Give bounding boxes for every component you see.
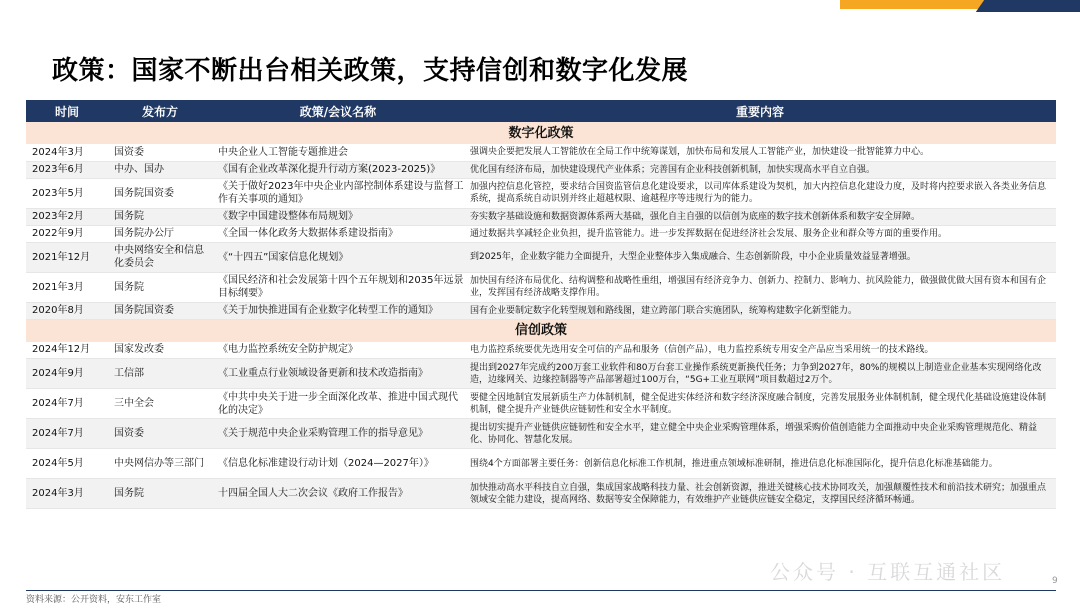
header-policy-name: 政策/会议名称 bbox=[212, 100, 464, 122]
table-row bbox=[26, 479, 1056, 509]
table-row bbox=[26, 208, 1056, 225]
cell-policy-name: 《国有企业改革深化提升行动方案(2023-2025)》 bbox=[212, 161, 464, 178]
cell-policy-name: 《电力监控系统安全防护规定》 bbox=[212, 342, 464, 359]
cell-time: 2024年9月 bbox=[26, 359, 108, 389]
cell-policy-name: 《关于做好2023年中央企业内部控制体系建设与监督工作有关事项的通知》 bbox=[212, 178, 464, 208]
table-row bbox=[26, 342, 1056, 359]
table-row bbox=[26, 161, 1056, 178]
cell-issuer: 中央网信办等三部门 bbox=[108, 449, 212, 479]
table-row bbox=[26, 449, 1056, 479]
cell-content: 夯实数字基础设施和数据资源体系两大基础，强化自主自强的以信创为底座的数字技术创新体系和数字安全屏障。 bbox=[464, 208, 1056, 225]
section-row bbox=[26, 319, 1056, 342]
cell-time: 2024年7月 bbox=[26, 389, 108, 419]
cell-policy-name: 《关于规范中央企业采购管理工作的指导意见》 bbox=[212, 419, 464, 449]
cell-policy-name: 《工业重点行业领域设备更新和技术改造指南》 bbox=[212, 359, 464, 389]
cell-issuer: 国务院国资委 bbox=[108, 302, 212, 319]
cell-time: 2024年3月 bbox=[26, 144, 108, 161]
cell-issuer: 国务院国资委 bbox=[108, 178, 212, 208]
cell-time: 2021年3月 bbox=[26, 272, 108, 302]
cell-policy-name: 《国民经济和社会发展第十四个五年规划和2035年远景目标纲要》 bbox=[212, 272, 464, 302]
cell-time: 2024年7月 bbox=[26, 419, 108, 449]
cell-time: 2024年12月 bbox=[26, 342, 108, 359]
cell-content: 围绕4个方面部署主要任务：创新信息化标准工作机制，推进重点领域标准研制，推进信息化标准国际化，提升信息化标准基础能力。 bbox=[464, 449, 1056, 479]
cell-time: 2023年6月 bbox=[26, 161, 108, 178]
table-row bbox=[26, 389, 1056, 419]
cell-issuer: 国务院办公厅 bbox=[108, 225, 212, 242]
section-label: 数字化政策 bbox=[26, 122, 1056, 144]
cell-policy-name: 《“十四五”国家信息化规划》 bbox=[212, 242, 464, 272]
cell-content: 国有企业要制定数字化转型规划和路线图，建立跨部门联合实施团队，统筹构建数字化新型能力。 bbox=[464, 302, 1056, 319]
table-header-row bbox=[26, 100, 1056, 122]
cell-content: 加快推动高水平科技自立自强，集成国家战略科技力量、社会创新资源，推进关键核心技术协同攻关，加强颠覆性技术和前沿技术研究；加强重点领域安全能力建设，提高网络、数据等安全保障能力，有效维护产业链供应链安全稳定，支撑国民经济循环畅通。 bbox=[464, 479, 1056, 509]
table-row bbox=[26, 272, 1056, 302]
table-row bbox=[26, 242, 1056, 272]
source-note: 资料来源：公开资料，安东工作室 bbox=[26, 595, 162, 605]
cell-time: 2022年9月 bbox=[26, 225, 108, 242]
cell-content: 要健全因地制宜发展新质生产力体制机制，健全促进实体经济和数字经济深度融合制度，完善发展服务业体制机制，健全现代化基础设施建设体制机制，健全提升产业链供应链韧性和安全水平制度。 bbox=[464, 389, 1056, 419]
table-row bbox=[26, 225, 1056, 242]
watermark: 公众号 · 互联互通社区 bbox=[770, 560, 1006, 584]
cell-content: 加强内控信息化管控，要求结合国资监管信息化建设要求，以司库体系建设为契机，加大内控信息化建设力度，及时将内控要求嵌入各类业务信息系统，提高系统自动识别并终止超越权限、逾越程序等违规行为的能力。 bbox=[464, 178, 1056, 208]
cell-policy-name: 中央企业人工智能专题推进会 bbox=[212, 144, 464, 161]
table-row bbox=[26, 359, 1056, 389]
cell-time: 2024年3月 bbox=[26, 479, 108, 509]
cell-issuer: 国务院 bbox=[108, 479, 212, 509]
cell-time: 2023年2月 bbox=[26, 208, 108, 225]
cell-time: 2024年5月 bbox=[26, 449, 108, 479]
cell-content: 到2025年，企业数字能力全面提升，大型企业整体步入集成融合、生态创新阶段，中小企业质量效益显著增强。 bbox=[464, 242, 1056, 272]
cell-issuer: 国资委 bbox=[108, 144, 212, 161]
cell-policy-name: 十四届全国人大二次会议《政府工作报告》 bbox=[212, 479, 464, 509]
table-row bbox=[26, 419, 1056, 449]
policy-table bbox=[26, 100, 1056, 509]
cell-content: 提出切实提升产业链供应链韧性和安全水平，建立健全中央企业采购管理体系，增强采购价值创造能力全面推动中央企业采购管理规范化、精益化、协同化、智慧化发展。 bbox=[464, 419, 1056, 449]
cell-issuer: 中办、国办 bbox=[108, 161, 212, 178]
footer-divider bbox=[26, 590, 1056, 591]
cell-issuer: 国资委 bbox=[108, 419, 212, 449]
cell-policy-name: 《中共中央关于进一步全面深化改革、推进中国式现代化的决定》 bbox=[212, 389, 464, 419]
cell-content: 加快国有经济布局优化、结构调整和战略性重组，增强国有经济竞争力、创新力、控制力、影响力、抗风险能力，做强做优做大国有资本和国有企业，发挥国有经济战略支撑作用。 bbox=[464, 272, 1056, 302]
cell-time: 2023年5月 bbox=[26, 178, 108, 208]
section-row bbox=[26, 122, 1056, 144]
cell-policy-name: 《数字中国建设整体布局规划》 bbox=[212, 208, 464, 225]
cell-issuer: 国务院 bbox=[108, 208, 212, 225]
navy-bar bbox=[976, 0, 1080, 12]
cell-issuer: 国务院 bbox=[108, 272, 212, 302]
top-decoration bbox=[820, 0, 1080, 14]
cell-issuer: 工信部 bbox=[108, 359, 212, 389]
cell-time: 2021年12月 bbox=[26, 242, 108, 272]
page-number: 9 bbox=[1052, 576, 1058, 586]
cell-issuer: 国家发改委 bbox=[108, 342, 212, 359]
cell-content: 通过数据共享减轻企业负担，提升监管能力。进一步发挥数据在促进经济社会发展、服务企业和群众等方面的重要作用。 bbox=[464, 225, 1056, 242]
cell-issuer: 中央网络安全和信息化委员会 bbox=[108, 242, 212, 272]
cell-time: 2020年8月 bbox=[26, 302, 108, 319]
cell-policy-name: 《全国一体化政务大数据体系建设指南》 bbox=[212, 225, 464, 242]
page-title: 政策：国家不断出台相关政策，支持信创和数字化发展 bbox=[52, 56, 689, 86]
cell-policy-name: 《关于加快推进国有企业数字化转型工作的通知》 bbox=[212, 302, 464, 319]
section-label: 信创政策 bbox=[26, 319, 1056, 342]
header-content: 重要内容 bbox=[464, 100, 1056, 122]
cell-policy-name: 《信息化标准建设行动计划（2024—2027年）》 bbox=[212, 449, 464, 479]
cell-content: 强调央企要把发展人工智能放在全局工作中统筹谋划，加快布局和发展人工智能产业，加快建设一批智能算力中心。 bbox=[464, 144, 1056, 161]
table-row bbox=[26, 144, 1056, 161]
cell-content: 电力监控系统要优先选用安全可信的产品和服务（信创产品），电力监控系统专用安全产品应当采用统一的技术路线。 bbox=[464, 342, 1056, 359]
cell-issuer: 三中全会 bbox=[108, 389, 212, 419]
table-row bbox=[26, 302, 1056, 319]
cell-content: 优化国有经济布局，加快建设现代产业体系；完善国有企业科技创新机制，加快实现高水平自立自强。 bbox=[464, 161, 1056, 178]
cell-content: 提出到2027年完成约200万套工业软件和80万台套工业操作系统更新换代任务；力争到2027年，80%的规模以上制造业企业基本实现网络化改造，边缘网关、边缘控制器等产品部署超过100万台，“5G+工业互联网”项目数超过2万个。 bbox=[464, 359, 1056, 389]
header-time: 时间 bbox=[26, 100, 108, 122]
header-issuer: 发布方 bbox=[108, 100, 212, 122]
table-row bbox=[26, 178, 1056, 208]
